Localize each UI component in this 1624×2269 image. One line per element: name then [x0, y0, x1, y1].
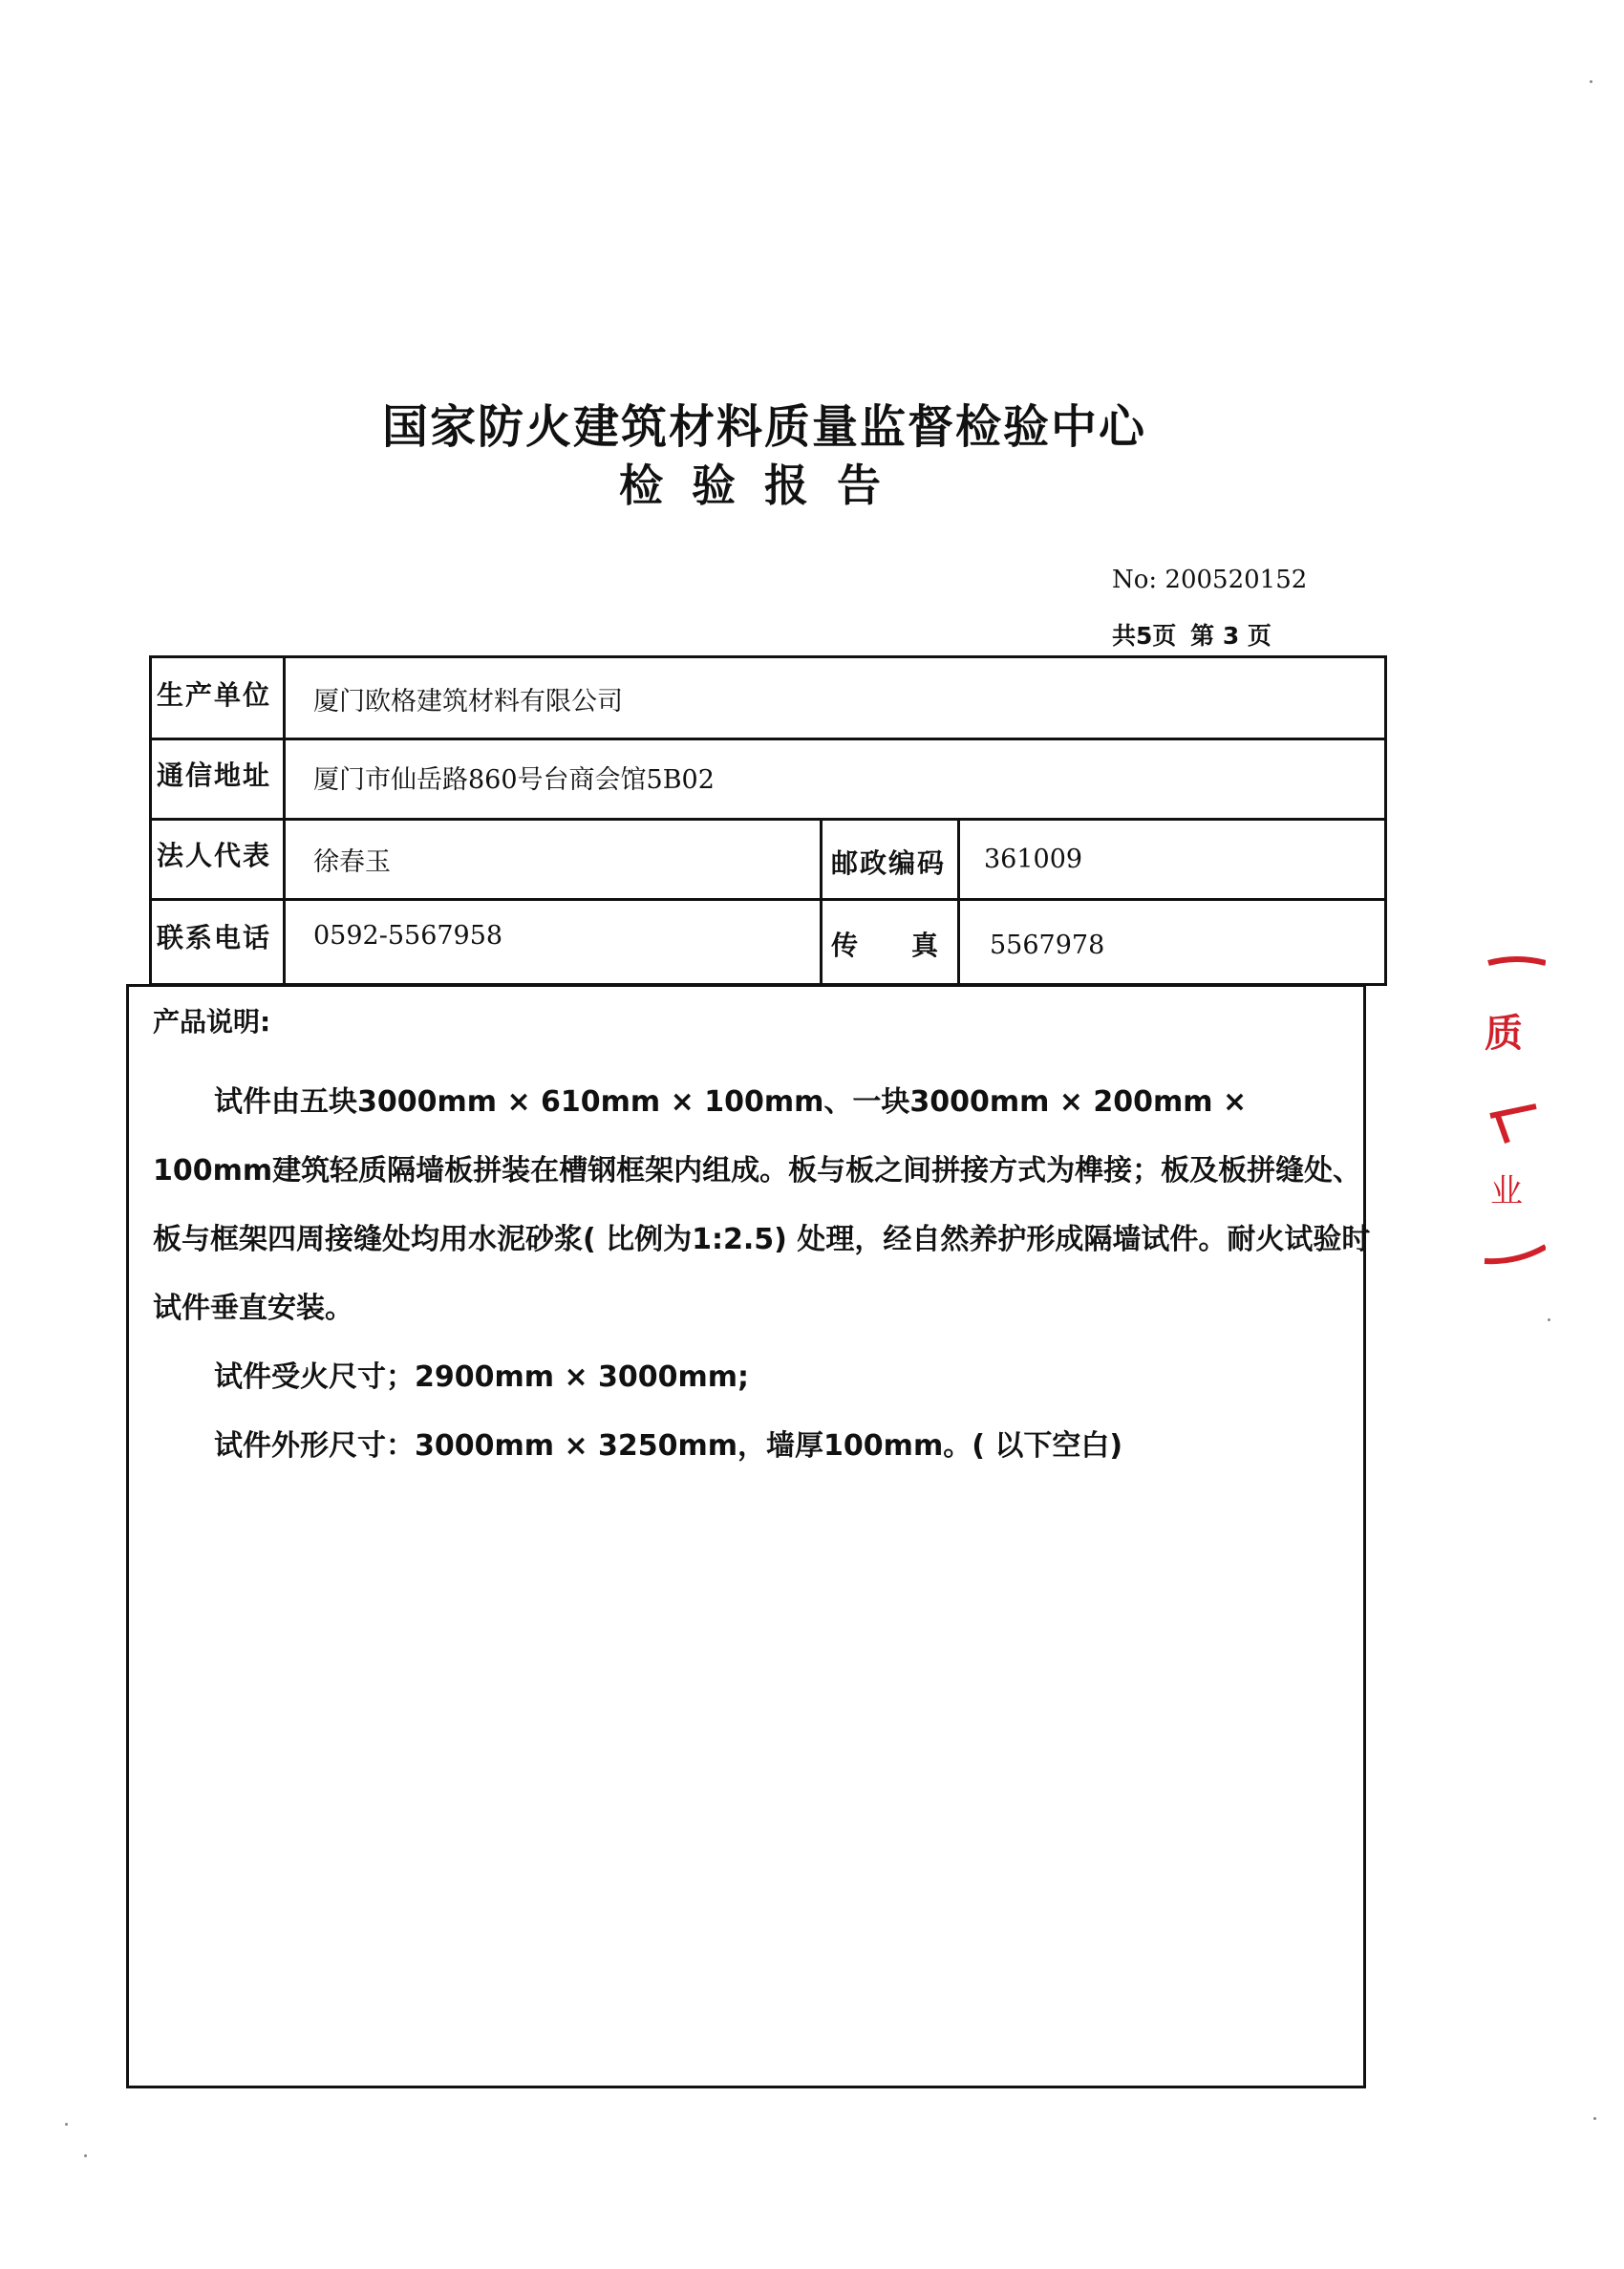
page-count: [1112, 617, 1277, 652]
scan-speck: [1593, 2117, 1596, 2120]
postcode-label: 邮政编码: [831, 847, 947, 879]
col-divider: [957, 818, 960, 986]
scan-speck: [84, 2154, 87, 2157]
org-title: 国家防火建筑材料质量监督检验中心: [381, 400, 1146, 454]
description-paragraph: 试件由五块3000mm × 610mm × 100mm、一块3000mm × 200mm × 100mm建筑轻质隔墙板拼装在槽钢框架内组成。板与板之间拼接方式为榫接；板及板拼缝处、板与框架四周接缝处均用水泥砂浆( 比例为1:2.5) 处理，经自然养护形成隔墙试件。耐火试验时试件垂直安装。: [153, 1085, 1371, 1325]
address-value: 厦门市仙岳路860号台商会馆5B02: [313, 765, 715, 795]
phone-value: 0592-5567958: [313, 921, 503, 951]
scan-speck: [1590, 80, 1592, 83]
page-current: 第 3 页: [1190, 622, 1271, 650]
fax-value: 5567978: [990, 931, 1105, 960]
postcode-value: 361009: [984, 845, 1083, 874]
report-number: No: 200520152: [1112, 566, 1308, 594]
description-body: [153, 1068, 1376, 1481]
seal-stamp: [1479, 955, 1546, 1271]
svg-text:质: 质: [1485, 1011, 1523, 1056]
manufacturer-value: 厦门欧格建筑材料有限公司: [313, 687, 623, 717]
row-divider: [149, 818, 1387, 821]
page-total: 共5页: [1112, 622, 1177, 650]
row-divider: [149, 738, 1387, 740]
description-label: 产品说明:: [153, 1006, 271, 1038]
legal-rep-value: 徐春玉: [313, 847, 391, 877]
row-divider: [149, 898, 1387, 901]
fax-label: 传 真: [831, 930, 952, 961]
scan-speck: [65, 2123, 68, 2126]
col-divider: [283, 655, 286, 986]
manufacturer-label: 生产单位: [157, 679, 272, 711]
report-title: 检验报告: [619, 460, 909, 511]
description-paragraph: 试件受火尺寸；2900mm × 3000mm;: [214, 1360, 750, 1394]
legal-rep-label: 法人代表: [157, 840, 272, 871]
phone-label: 联系电话: [157, 922, 272, 953]
svg-text:业: 业: [1490, 1172, 1523, 1210]
address-label: 通信地址: [157, 760, 272, 791]
col-divider: [820, 818, 823, 986]
description-paragraph: 试件外形尺寸：3000mm × 3250mm，墙厚100mm。( 以下空白): [214, 1429, 1123, 1463]
scan-speck: [1548, 1318, 1550, 1321]
